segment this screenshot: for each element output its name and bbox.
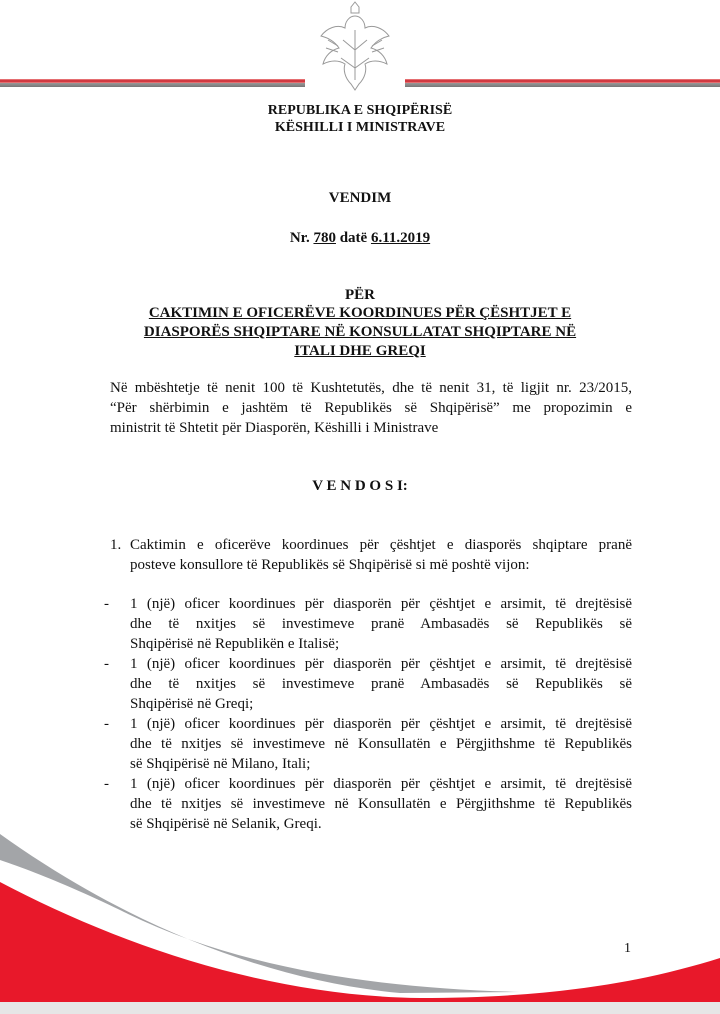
bullet-item	[100, 594, 632, 654]
page-number: 1	[624, 941, 631, 956]
nr-prefix: Nr.	[289, 230, 310, 246]
bullet-dash: -	[104, 716, 109, 732]
per-label: PËR	[345, 287, 375, 303]
bullet-dash: -	[104, 656, 109, 672]
bullet-line: 1 (një) oficer koordinues për diasporën për çështjet e arsimit, të drejtësisë	[130, 716, 632, 732]
bullet-line: Shqipërisë në Republikën e Italisë;	[130, 636, 340, 652]
item-number: 1.	[110, 537, 122, 553]
bullet-line: së Shqipërisë në Selanik, Greqi.	[130, 816, 322, 832]
eagle-emblem-icon	[308, 0, 402, 92]
bullet-list	[100, 594, 632, 834]
bullet-dash: -	[104, 776, 109, 792]
bullet-line: dhe të nxitjes së investimeve pranë Ambasadës së Republikës së	[130, 616, 632, 632]
bullet-line: 1 (një) oficer koordinues për diasporën për çështjet e arsimit, të drejtësisë	[130, 776, 632, 792]
bullet-line: Shqipërisë në Greqi;	[130, 696, 254, 712]
title-line: ITALI DHE GREQI	[294, 343, 426, 359]
item-1	[130, 535, 632, 575]
header-country: REPUBLIKA E SHQIPËRISË	[267, 103, 453, 118]
footer-swoosh	[0, 820, 720, 1014]
header-rule-right	[405, 79, 720, 87]
preamble-line: ministrit të Shtetit për Diasporën, Këshilli i Ministrave	[110, 420, 439, 436]
bullet-item	[100, 714, 632, 774]
decision-number: 780	[313, 230, 336, 246]
preamble-line: Në mbështetje të nenit 100 të Kushtetutës, dhe të nenit 31, të ligjit nr. 23/2015,	[110, 380, 632, 396]
date-label: datë	[339, 230, 368, 246]
bullet-line: 1 (një) oficer koordinues për diasporën për çështjet e arsimit, të drejtësisë	[130, 656, 632, 672]
title-line: DIASPORËS SHQIPTARE NË KONSULLATAT SHQIPTARE NË	[143, 324, 577, 340]
preamble	[110, 378, 632, 438]
bullet-line: dhe të nxitjes së investimeve pranë Ambasadës së Republikës së	[130, 676, 632, 692]
decision-title	[0, 304, 720, 361]
header-rule-left	[0, 79, 305, 87]
bullet-line: 1 (një) oficer koordinues për diasporën për çështjet e arsimit, të drejtësisë	[130, 596, 632, 612]
decision-number-date	[0, 230, 720, 247]
title-line: CAKTIMIN E OFICERËVE KOORDINUES PËR ÇËSHTJET E	[148, 305, 572, 321]
preamble-line: “Për shërbimin e jashtëm të Republikës së Shqipërisë” me propozimin e	[110, 400, 632, 416]
decision-heading: VENDIM	[328, 190, 392, 206]
bullet-dash: -	[104, 596, 109, 612]
header-council: KËSHILLI I MINISTRAVE	[274, 120, 446, 135]
bullet-line: dhe të nxitjes së investimeve në Konsullatën e Përgjithshme të Republikës	[130, 796, 632, 812]
decides-heading: V E N D O S I:	[312, 478, 408, 494]
decision-date: 6.11.2019	[370, 230, 431, 246]
item-line: Caktimin e oficerëve koordinues për çështjet e diasporës shqiptare pranë	[130, 537, 632, 553]
footer-bottom-band	[0, 1002, 720, 1014]
item-line: posteve konsullore të Republikës së Shqipërisë si më poshtë vijon:	[130, 557, 530, 573]
bullet-item	[100, 654, 632, 714]
bullet-line: dhe të nxitjes së investimeve në Konsullatën e Përgjithshme të Republikës	[130, 736, 632, 752]
bullet-line: së Shqipërisë në Milano, Itali;	[130, 756, 311, 772]
